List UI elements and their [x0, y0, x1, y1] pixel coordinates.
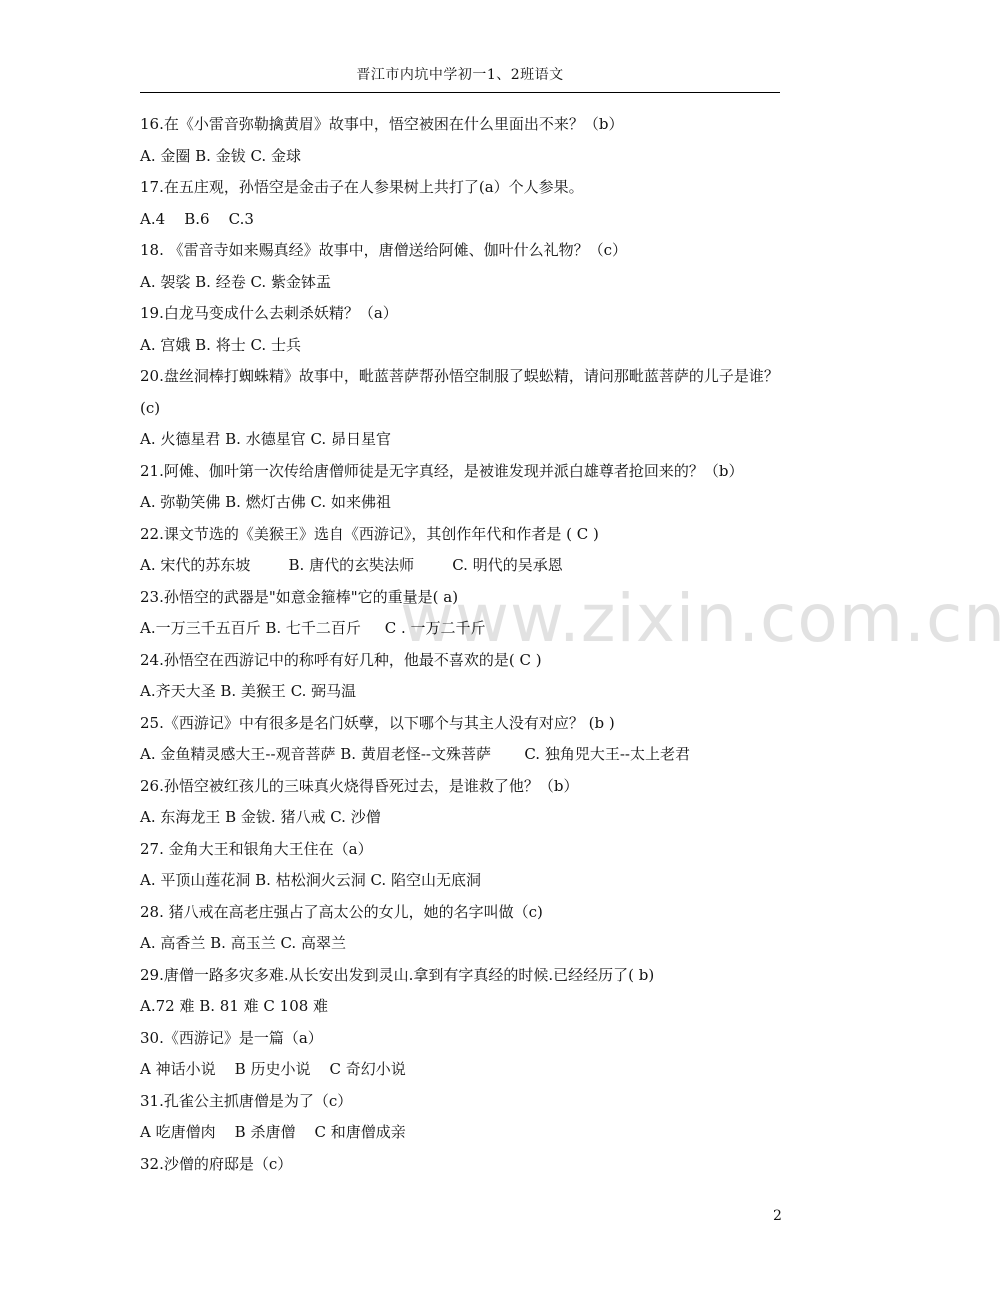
header-divider — [140, 92, 780, 93]
question-26: 26.孙悟空被红孩儿的三味真火烧得昏死过去，是谁救了他？（b） — [140, 776, 579, 795]
question-24: 24.孙悟空在西游记中的称呼有好几种，他最不喜欢的是( C ) — [140, 650, 542, 669]
options-23: A.一万三千五百斤 B. 七千二百斤 C . 一万二千斤 — [140, 619, 486, 637]
options-27: A. 平顶山莲花洞 B. 枯松涧火云洞 C. 陷空山无底洞 — [140, 871, 481, 889]
page-number: 2 — [773, 1208, 782, 1224]
question-31: 31.孔雀公主抓唐僧是为了（c） — [140, 1091, 353, 1110]
options-28: A. 高香兰 B. 高玉兰 C. 高翠兰 — [140, 934, 346, 952]
question-30: 30.《西游记》是一篇（a） — [140, 1028, 323, 1047]
options-26: A. 东海龙王 B 金钹. 猪八戒 C. 沙僧 — [140, 808, 381, 826]
question-32: 32.沙僧的府邸是（c） — [140, 1154, 293, 1173]
options-24: A.齐天大圣 B. 美猴王 C. 弼马温 — [140, 682, 357, 700]
options-25: A. 金鱼精灵感大王--观音菩萨 B. 黄眉老怪--文殊菩萨 C. 独角兕大王--太上老君 — [140, 745, 690, 763]
question-19: 19.白龙马变成什么去刺杀妖精？（a） — [140, 304, 398, 322]
options-22: A. 宋代的苏东坡 B. 唐代的玄奘法师 C. 明代的吴承恩 — [140, 556, 563, 574]
options-30: A 神话小说 B 历史小说 C 奇幻小说 — [140, 1060, 406, 1078]
question-22: 22.课文节选的《美猴王》选自《西游记》，其创作年代和作者是 ( C ) — [140, 524, 599, 543]
document-body — [140, 109, 800, 1180]
question-17: 17.在五庄观，孙悟空是金击子在人参果树上共打了(a）个人参果。 — [140, 178, 584, 196]
options-21: A. 弥勒笑佛 B. 燃灯古佛 C. 如来佛祖 — [140, 493, 391, 511]
page-header: 晋江市内坑中学初一1、2班语文 — [356, 67, 564, 83]
question-29: 29.唐僧一路多灾多难.从长安出发到灵山.拿到有字真经的时候.已经经历了( b) — [140, 965, 655, 984]
question-20: 20.盘丝洞棒打蜘蛛精》故事中，毗蓝菩萨帮孙悟空制服了蜈蚣精，请问那毗蓝菩萨的儿子是谁？ (c) — [140, 367, 789, 417]
question-21: 21.阿傩、伽叶第一次传给唐僧师徒是无字真经，是被谁发现并派白雄尊者抢回来的？（b） — [140, 461, 744, 480]
question-23: 23.孙悟空的武器是"如意金箍棒"它的重量是( a) — [140, 587, 459, 606]
options-31: A 吃唐僧肉 B 杀唐僧 C 和唐僧成亲 — [140, 1123, 406, 1141]
question-25: 25.《西游记》中有很多是名门妖孽，以下哪个与其主人没有对应？ (b ) — [140, 713, 615, 732]
options-20: A. 火德星君 B. 水德星官 C. 昴日星官 — [140, 430, 391, 448]
options-16: A. 金圈 B. 金钹 C. 金球 — [140, 146, 301, 165]
options-18: A. 袈裟 B. 经卷 C. 紫金钵盂 — [140, 272, 331, 291]
options-17: A.4 B.6 C.3 — [140, 209, 254, 228]
watermark: www.zixin.com.cn — [400, 580, 1006, 657]
options-29: A.72 难 B. 81 难 C 108 难 — [140, 997, 329, 1015]
question-16: 16.在《小雷音弥勒擒黄眉》故事中，悟空被困在什么里面出不来？（b） — [140, 115, 624, 133]
question-28: 28. 猪八戒在高老庄强占了高太公的女儿，她的名字叫做（c) — [140, 902, 543, 921]
question-27: 27. 金角大王和银角大王住在（a） — [140, 839, 373, 858]
options-19: A. 宫娥 B. 将士 C. 士兵 — [140, 335, 301, 354]
question-18: 18. 《雷音寺如来赐真经》故事中，唐僧送给阿傩、伽叶什么礼物？（c） — [140, 241, 628, 259]
